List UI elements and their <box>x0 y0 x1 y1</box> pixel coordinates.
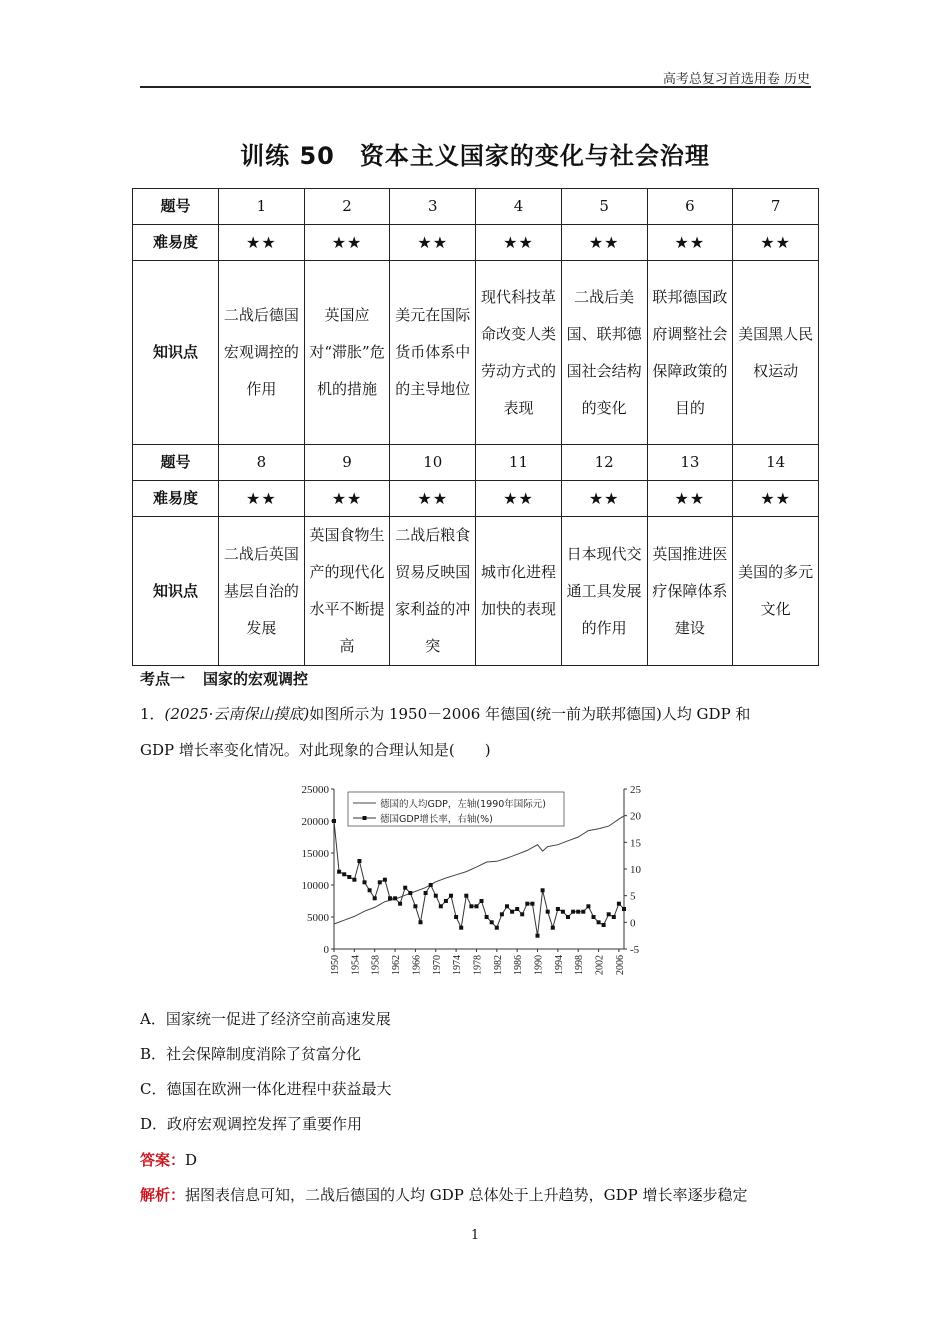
analysis-line <box>140 1184 748 1205</box>
gdp-growth-point <box>419 920 423 924</box>
gdp-chart-svg <box>290 775 660 985</box>
gdp-growth-point <box>622 907 626 911</box>
x-tick-label: 1950 <box>330 955 341 975</box>
option-a[interactable] <box>140 1008 391 1029</box>
gdp-growth-point <box>500 912 504 916</box>
legend-growth-marker <box>363 816 367 820</box>
question-number-cell: 13 <box>647 445 733 481</box>
question-number-cell: 14 <box>733 445 819 481</box>
gdp-growth-point <box>612 915 616 919</box>
gdp-growth-line <box>334 821 624 936</box>
question-number-cell: 1 <box>219 189 305 225</box>
right-tick-label: 15 <box>630 837 641 850</box>
knowledge-point-cell: 二战后英国基层自治的发展 <box>219 517 305 666</box>
option-letter: C． <box>140 1080 167 1098</box>
question-number-cell: 6 <box>647 189 733 225</box>
option-text: 国家统一促进了经济空前高速发展 <box>165 1010 391 1028</box>
gdp-per-capita-line <box>334 816 624 924</box>
gdp-growth-point <box>490 920 494 924</box>
x-tick-label: 1978 <box>472 955 484 975</box>
gdp-growth-point <box>342 872 346 876</box>
left-tick-label: 15000 <box>301 848 329 860</box>
difficulty-stars: ★★ <box>733 481 819 517</box>
gdp-growth-point <box>571 910 575 914</box>
gdp-growth-point <box>459 926 463 930</box>
gdp-growth-point <box>454 915 458 919</box>
x-tick-label: 1962 <box>391 955 403 975</box>
option-letter: A． <box>140 1010 166 1028</box>
left-tick-label: 10000 <box>301 880 329 892</box>
gdp-growth-point <box>566 915 570 919</box>
gdp-chart <box>290 775 660 985</box>
gdp-growth-point <box>444 899 448 903</box>
row-header-difficulty: 难易度 <box>133 225 219 261</box>
option-c[interactable] <box>140 1078 392 1099</box>
gdp-growth-point <box>424 891 428 895</box>
knowledge-table <box>132 188 819 666</box>
gdp-growth-point <box>337 870 341 874</box>
difficulty-stars: ★★ <box>219 481 305 517</box>
difficulty-stars: ★★ <box>390 481 476 517</box>
option-text: 德国在欧洲一体化进程中获益最大 <box>166 1080 392 1098</box>
right-tick-label: 5 <box>630 890 636 903</box>
page-number: 1 <box>470 1228 480 1243</box>
left-tick-label: 25000 <box>301 784 329 796</box>
question-number-cell: 12 <box>561 445 647 481</box>
gdp-growth-point <box>495 926 499 930</box>
difficulty-stars: ★★ <box>219 225 305 261</box>
gdp-growth-point <box>607 912 611 916</box>
x-tick-label: 1970 <box>431 955 443 975</box>
difficulty-stars: ★★ <box>647 481 733 517</box>
question-1-line-1 <box>140 703 750 724</box>
question-number-cell: 11 <box>476 445 562 481</box>
section-heading <box>140 668 308 689</box>
option-letter: D． <box>140 1115 168 1133</box>
difficulty-stars: ★★ <box>733 225 819 261</box>
difficulty-stars: ★★ <box>476 481 562 517</box>
gdp-growth-point <box>332 819 336 823</box>
table-row-numbers-1 <box>133 189 819 225</box>
section-label: 考点一 <box>140 670 186 688</box>
gdp-growth-point <box>439 904 443 908</box>
knowledge-point-cell: 美元在国际货币体系中的主导地位 <box>390 261 476 445</box>
gdp-growth-point <box>510 910 514 914</box>
left-tick-label: 20000 <box>301 816 329 828</box>
answer-label: 答案： <box>140 1151 186 1169</box>
gdp-growth-point <box>520 912 524 916</box>
x-tick-label: 1958 <box>370 955 382 975</box>
header-divider <box>140 86 811 88</box>
gdp-growth-point <box>413 904 417 908</box>
difficulty-stars: ★★ <box>561 225 647 261</box>
analysis-text: 据图表信息可知，二战后德国的人均 GDP 总体处于上升趋势，GDP 增长率逐步稳定 <box>185 1186 748 1204</box>
knowledge-point-cell: 日本现代交通工具发展的作用 <box>561 517 647 666</box>
knowledge-point-cell: 美国黑人民权运动 <box>733 261 819 445</box>
gdp-growth-point <box>434 894 438 898</box>
knowledge-point-cell: 联邦德国政府调整社会保障政策的目的 <box>647 261 733 445</box>
gdp-growth-point <box>388 896 392 900</box>
x-tick-label: 1974 <box>452 955 464 975</box>
option-d[interactable] <box>140 1113 362 1134</box>
row-header-number: 题号 <box>133 445 219 481</box>
question-number-cell: 2 <box>304 189 390 225</box>
x-tick-label: 1998 <box>574 955 586 975</box>
answer-line <box>140 1149 197 1170</box>
gdp-growth-point <box>347 875 351 879</box>
question-number-cell: 7 <box>733 189 819 225</box>
gdp-growth-point <box>464 894 468 898</box>
x-tick-label: 1990 <box>533 955 545 975</box>
gdp-growth-point <box>393 896 397 900</box>
difficulty-stars: ★★ <box>304 481 390 517</box>
gdp-growth-point <box>403 886 407 890</box>
question-number-cell: 10 <box>390 445 476 481</box>
knowledge-point-cell: 二战后粮食贸易反映国家利益的冲突 <box>390 517 476 666</box>
gdp-growth-point <box>541 888 545 892</box>
gdp-growth-point <box>576 910 580 914</box>
gdp-growth-point <box>530 902 534 906</box>
x-tick-label: 1954 <box>350 955 362 975</box>
gdp-growth-point <box>586 904 590 908</box>
x-tick-label: 1982 <box>492 955 504 975</box>
difficulty-stars: ★★ <box>647 225 733 261</box>
row-header-difficulty: 难易度 <box>133 481 219 517</box>
knowledge-point-cell: 英国食物生产的现代化水平不断提高 <box>304 517 390 666</box>
knowledge-point-cell: 美国的多元文化 <box>733 517 819 666</box>
x-tick-label: 1966 <box>411 955 423 975</box>
analysis-label: 解析： <box>140 1186 186 1204</box>
gdp-growth-point <box>556 907 560 911</box>
option-text: 政府宏观调控发挥了重要作用 <box>167 1115 363 1133</box>
difficulty-stars: ★★ <box>561 481 647 517</box>
question-number: 1． <box>140 705 165 723</box>
row-header-number: 题号 <box>133 189 219 225</box>
knowledge-point-cell: 城市化进程加快的表现 <box>476 517 562 666</box>
difficulty-stars: ★★ <box>304 225 390 261</box>
question-number-cell: 9 <box>304 445 390 481</box>
page-title: 训练 50 资本主义国家的变化与社会治理 <box>240 142 710 170</box>
gdp-growth-point <box>597 920 601 924</box>
knowledge-point-cell: 现代科技革命改变人类劳动方式的表现 <box>476 261 562 445</box>
right-tick-label: 0 <box>630 917 636 930</box>
question-source: (2025·云南保山摸底) <box>164 705 310 723</box>
gdp-growth-point <box>525 902 529 906</box>
right-tick-label: 20 <box>630 810 641 823</box>
difficulty-stars: ★★ <box>476 225 562 261</box>
gdp-growth-point <box>515 907 519 911</box>
gdp-growth-point <box>536 934 540 938</box>
legend-entry-growth: 德国GDP增长率，右轴(%) <box>380 814 493 825</box>
gdp-growth-point <box>602 923 606 927</box>
right-tick-label: -5 <box>630 944 640 956</box>
question-text: 如图所示为 1950－2006 年德国(统一前为联邦德国)人均 GDP 和 <box>309 705 751 723</box>
option-b[interactable] <box>140 1043 361 1064</box>
x-tick-label: 1986 <box>513 955 525 975</box>
table-row-knowledge-1 <box>133 261 819 445</box>
answer-value: D <box>185 1151 198 1169</box>
difficulty-stars: ★★ <box>390 225 476 261</box>
question-text: GDP 增长率变化情况。对此现象的合理认知是( ) <box>140 741 491 759</box>
gdp-growth-point <box>363 880 367 884</box>
gdp-growth-point <box>398 902 402 906</box>
gdp-growth-point <box>581 910 585 914</box>
gdp-growth-point <box>561 910 565 914</box>
option-text: 社会保障制度消除了贫富分化 <box>166 1045 362 1063</box>
gdp-growth-point <box>475 904 479 908</box>
question-number-cell: 5 <box>561 189 647 225</box>
question-1-line-2 <box>140 739 491 760</box>
gdp-growth-point <box>368 888 372 892</box>
gdp-growth-point <box>408 891 412 895</box>
legend-entry-gdp: 德国的人均GDP，左轴(1990年国际元) <box>380 799 546 810</box>
x-tick-label: 1994 <box>553 955 565 975</box>
table-row-difficulty-2 <box>133 481 819 517</box>
gdp-growth-point <box>352 878 356 882</box>
header-text: 高考总复习首选用卷 历史 <box>662 72 810 87</box>
gdp-growth-point <box>429 883 433 887</box>
left-tick-label: 5000 <box>307 912 329 924</box>
gdp-growth-point <box>485 915 489 919</box>
gdp-growth-point <box>480 899 484 903</box>
gdp-growth-point <box>357 859 361 863</box>
knowledge-point-cell: 二战后德国宏观调控的作用 <box>219 261 305 445</box>
gdp-growth-point <box>546 910 550 914</box>
gdp-growth-point <box>378 880 382 884</box>
question-number-cell: 4 <box>476 189 562 225</box>
right-tick-label: 25 <box>630 784 641 796</box>
table-row-numbers-2 <box>133 445 819 481</box>
option-letter: B． <box>140 1045 167 1063</box>
question-number-cell: 3 <box>390 189 476 225</box>
gdp-growth-point <box>383 878 387 882</box>
section-title: 国家的宏观调控 <box>203 670 309 688</box>
table-row-difficulty-1 <box>133 225 819 261</box>
gdp-growth-point <box>449 894 453 898</box>
gdp-growth-point <box>373 896 377 900</box>
x-tick-label: 2002 <box>594 955 606 975</box>
left-tick-label: 0 <box>323 944 329 956</box>
question-number-cell: 8 <box>219 445 305 481</box>
gdp-growth-point <box>592 915 596 919</box>
gdp-growth-point <box>551 926 555 930</box>
gdp-growth-point <box>505 904 509 908</box>
row-header-knowledge: 知识点 <box>133 261 219 445</box>
gdp-growth-point <box>617 902 621 906</box>
row-header-knowledge: 知识点 <box>133 517 219 666</box>
knowledge-point-cell: 英国推进医疗保障体系建设 <box>647 517 733 666</box>
knowledge-point-cell: 二战后美国、联邦德国社会结构的变化 <box>561 261 647 445</box>
right-tick-label: 10 <box>630 864 641 876</box>
gdp-growth-point <box>469 904 473 908</box>
x-tick-label: 2006 <box>614 955 626 975</box>
table-row-knowledge-2 <box>133 517 819 666</box>
knowledge-point-cell: 英国应对“滞胀”危机的措施 <box>304 261 390 445</box>
